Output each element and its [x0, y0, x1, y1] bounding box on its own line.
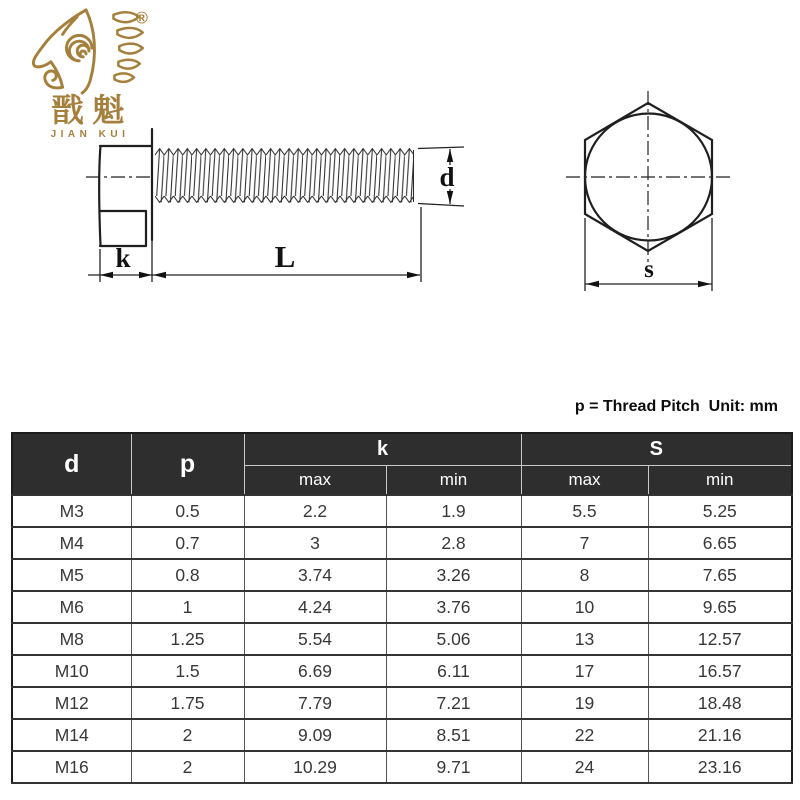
cell-d: M10 — [12, 655, 131, 687]
cell-k-max: 6.69 — [244, 655, 386, 687]
arrow-down-icon — [447, 191, 453, 204]
arrow-right-icon — [139, 272, 152, 278]
cell-s-max: 13 — [521, 623, 648, 655]
cell-p: 1.75 — [131, 687, 244, 719]
cell-d: M16 — [12, 751, 131, 783]
cell-s-min: 16.57 — [648, 655, 792, 687]
dim-label-k: k — [115, 243, 131, 273]
table-row — [12, 687, 792, 719]
cell-k-min: 9.71 — [386, 751, 521, 783]
arrow-left-icon — [153, 272, 166, 278]
cell-p: 2 — [131, 719, 244, 751]
cell-k-max: 3.74 — [244, 559, 386, 591]
registered-trademark-icon: ® — [135, 8, 148, 28]
table-row — [12, 591, 792, 623]
spec-table-header — [12, 433, 792, 495]
dim-label-L: L — [274, 239, 296, 274]
table-row — [12, 655, 792, 687]
cell-d: M12 — [12, 687, 131, 719]
arrow-up-icon — [447, 149, 453, 162]
cell-s-max: 10 — [521, 591, 648, 623]
table-row — [12, 751, 792, 783]
cell-s-max: 5.5 — [521, 495, 648, 527]
cell-p: 2 — [131, 751, 244, 783]
d-extension-bottom — [418, 204, 464, 207]
table-row — [12, 623, 792, 655]
thread-pattern — [155, 148, 414, 203]
cell-p: 0.5 — [131, 495, 244, 527]
cell-d: M6 — [12, 591, 131, 623]
header-group-s: S — [521, 433, 792, 466]
d-extension-top — [418, 147, 464, 149]
cell-k-max: 3 — [244, 527, 386, 559]
header-s-max: max — [521, 466, 648, 496]
unit-note: p = Thread Pitch Unit: mm — [574, 398, 778, 415]
arrow-left-icon — [586, 281, 599, 287]
cell-k-min: 2.8 — [386, 527, 521, 559]
arrow-right-icon — [698, 281, 711, 287]
spec-table — [11, 432, 793, 784]
cell-p: 0.7 — [131, 527, 244, 559]
cell-k-max: 7.79 — [244, 687, 386, 719]
table-row — [12, 719, 792, 751]
cell-k-min: 3.76 — [386, 591, 521, 623]
arrow-left-icon — [100, 272, 113, 278]
horse-logo-icon — [22, 6, 154, 96]
bolt-head-left-edge — [99, 146, 100, 246]
dim-label-s: s — [644, 256, 654, 283]
cell-d: M8 — [12, 623, 131, 655]
cell-k-max: 4.24 — [244, 591, 386, 623]
dim-label-d: d — [439, 162, 455, 192]
cell-s-max: 17 — [521, 655, 648, 687]
brand-logo — [20, 6, 156, 140]
cell-d: M4 — [12, 527, 131, 559]
cell-s-min: 23.16 — [648, 751, 792, 783]
cell-s-min: 21.16 — [648, 719, 792, 751]
cell-s-min: 6.65 — [648, 527, 792, 559]
cell-s-max: 19 — [521, 687, 648, 719]
cell-s-min: 18.48 — [648, 687, 792, 719]
cell-s-min: 7.65 — [648, 559, 792, 591]
cell-k-min: 1.9 — [386, 495, 521, 527]
header-p: p — [131, 433, 244, 495]
arrow-right-icon — [407, 272, 420, 278]
brand-name-chinese: 戬魁 — [51, 92, 134, 128]
cell-d: M14 — [12, 719, 131, 751]
cell-d: M5 — [12, 559, 131, 591]
cell-s-max: 22 — [521, 719, 648, 751]
table-row — [12, 559, 792, 591]
cell-s-min: 9.65 — [648, 591, 792, 623]
bolt-side-view — [86, 129, 464, 282]
cell-k-min: 7.21 — [386, 687, 521, 719]
cell-p: 1 — [131, 591, 244, 623]
header-k-min: min — [386, 466, 521, 496]
cell-s-max: 8 — [521, 559, 648, 591]
header-s-min: min — [648, 466, 792, 496]
cell-s-min: 12.57 — [648, 623, 792, 655]
header-d: d — [12, 433, 131, 495]
table-row — [12, 495, 792, 527]
header-k-max: max — [244, 466, 386, 496]
cell-k-min: 6.11 — [386, 655, 521, 687]
cell-p: 1.25 — [131, 623, 244, 655]
cell-s-min: 5.25 — [648, 495, 792, 527]
cell-s-max: 7 — [521, 527, 648, 559]
cell-k-max: 9.09 — [244, 719, 386, 751]
cell-d: M3 — [12, 495, 131, 527]
cell-k-max: 10.29 — [244, 751, 386, 783]
cell-p: 1.5 — [131, 655, 244, 687]
cell-k-max: 2.2 — [244, 495, 386, 527]
cell-s-max: 24 — [521, 751, 648, 783]
cell-k-max: 5.54 — [244, 623, 386, 655]
brand-name-english: JIAN KUI — [50, 129, 130, 140]
header-group-k: k — [244, 433, 521, 466]
cell-k-min: 3.26 — [386, 559, 521, 591]
table-row — [12, 527, 792, 559]
bolt-head-top-view — [566, 91, 731, 291]
cell-p: 0.8 — [131, 559, 244, 591]
cell-k-min: 8.51 — [386, 719, 521, 751]
cell-k-min: 5.06 — [386, 623, 521, 655]
